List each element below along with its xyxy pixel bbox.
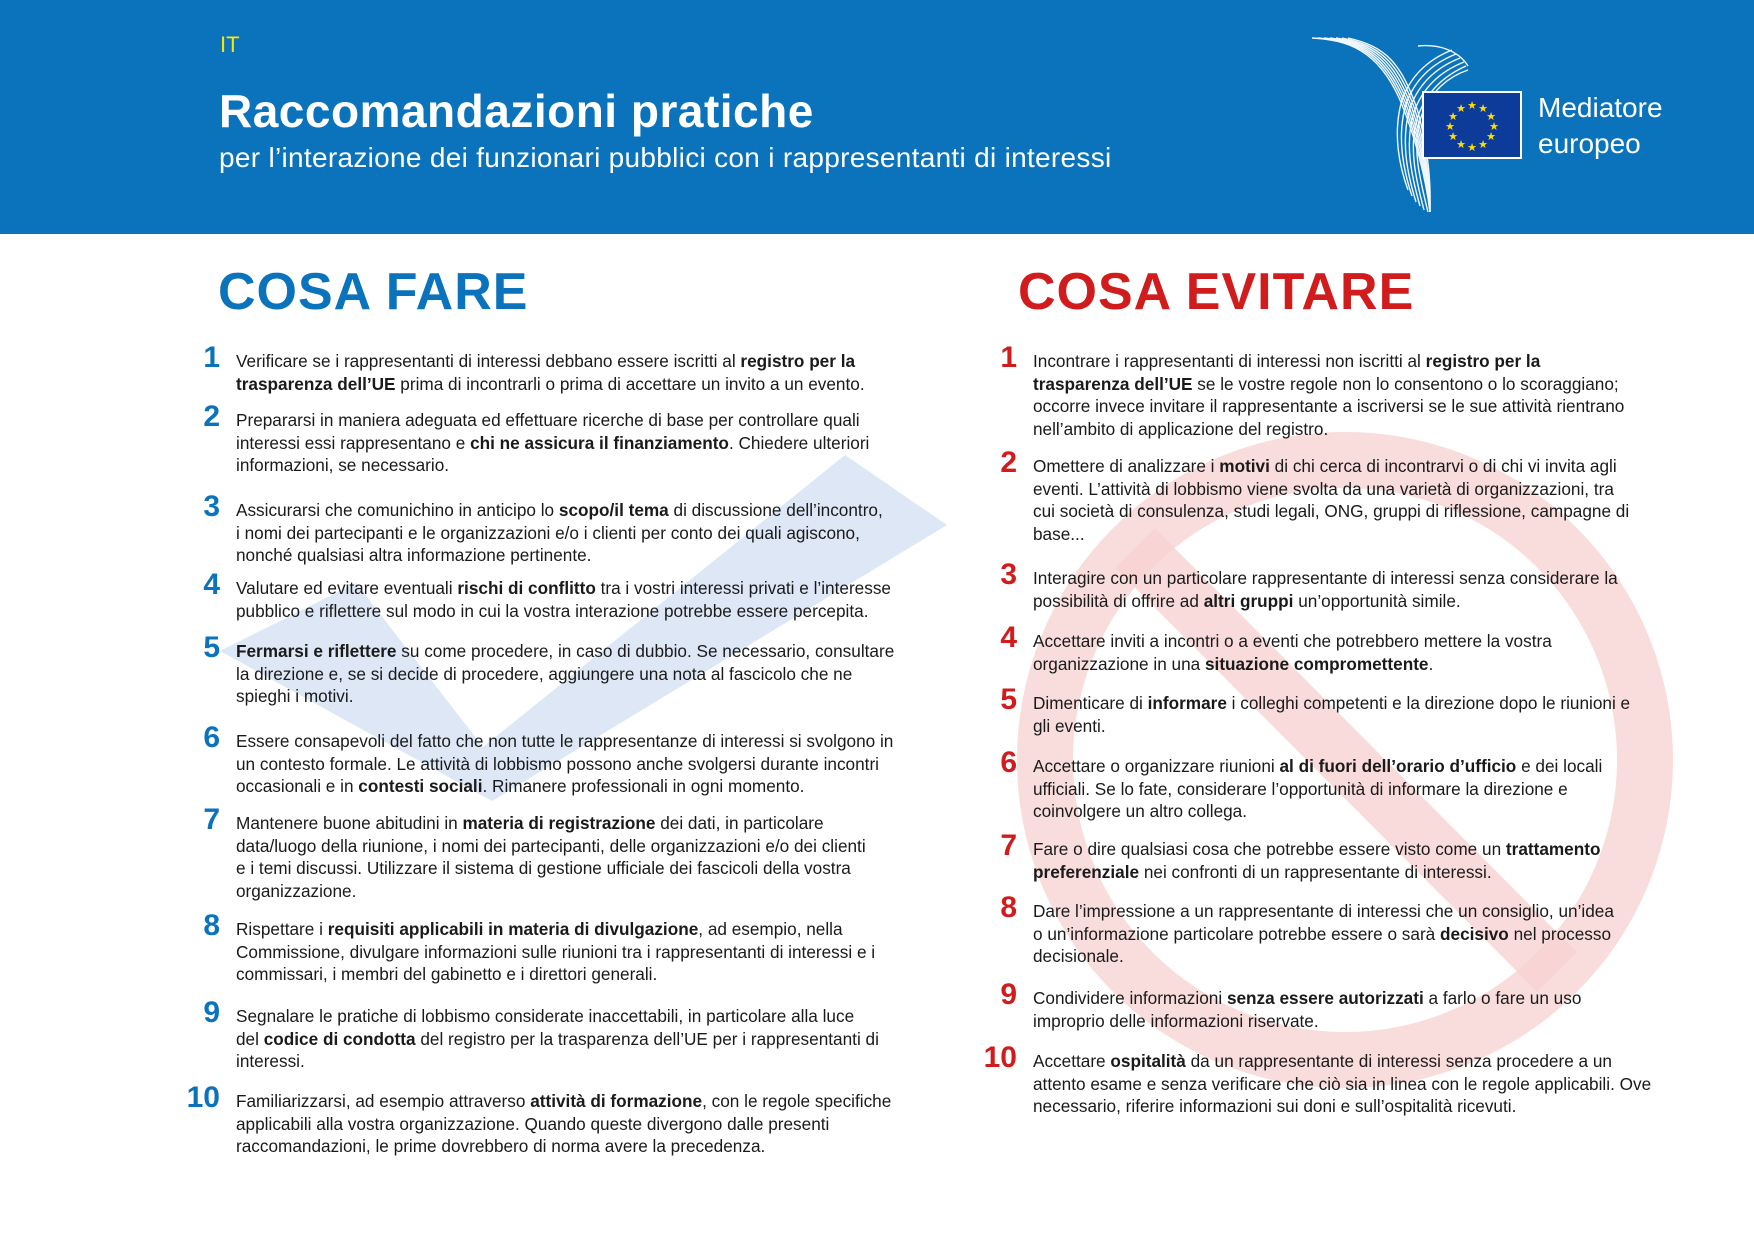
item-text-line bbox=[236, 432, 869, 455]
text-segment: organizzazione. bbox=[236, 880, 357, 901]
text-segment: gli eventi. bbox=[1033, 715, 1106, 736]
item-text-line bbox=[1033, 1010, 1581, 1033]
item-text-line bbox=[236, 1005, 879, 1028]
text-segment: interessi essi rappresentano e bbox=[236, 432, 471, 453]
item-text-line bbox=[236, 812, 866, 835]
item-number: 7 bbox=[203, 803, 220, 836]
emphasis-text: decisivo bbox=[1440, 923, 1509, 944]
text-segment: spieghi i motivi. bbox=[236, 686, 354, 706]
item-number: 10 bbox=[186, 1081, 220, 1114]
text-segment: Assicurarsi che comunichino in anticipo lo bbox=[236, 500, 559, 520]
language-code: IT bbox=[220, 32, 240, 57]
text-segment: dei dati, in particolare bbox=[655, 813, 824, 833]
item-number: 3 bbox=[1000, 558, 1017, 591]
text-segment: del registro per la trasparenza dell’UE per i rappresentanti di bbox=[415, 1028, 879, 1049]
item-text-line bbox=[1033, 1073, 1651, 1096]
text-segment: nel processo bbox=[1508, 923, 1612, 944]
item-number: 4 bbox=[1000, 621, 1017, 654]
text-segment: di chi cerca di incontrarvi o di chi vi invita agli bbox=[1269, 456, 1617, 476]
item-text-line bbox=[1033, 478, 1629, 501]
item-text-line bbox=[1033, 1050, 1651, 1073]
item-text bbox=[236, 640, 894, 708]
item-text-line bbox=[236, 753, 893, 776]
do-item-4 bbox=[176, 568, 891, 622]
item-text bbox=[236, 730, 893, 798]
text-segment: Condividere informazioni bbox=[1033, 988, 1227, 1008]
emphasis-text: codice di condotta bbox=[263, 1028, 416, 1049]
text-segment: . Rimanere professionali in ogni momento. bbox=[482, 776, 805, 796]
text-segment: tra i vostri interessi privati e l’interesse bbox=[595, 578, 891, 598]
item-text bbox=[1033, 350, 1624, 440]
item-text-line bbox=[236, 1113, 891, 1136]
emphasis-text: rischi di conflitto bbox=[457, 578, 596, 598]
item-text-line bbox=[1033, 500, 1629, 523]
item-text-line bbox=[1033, 418, 1624, 441]
item-text bbox=[236, 350, 865, 395]
item-text-line bbox=[1033, 567, 1618, 590]
do-item-2 bbox=[176, 400, 870, 477]
text-segment: raccomandazioni, le prime dovrebbero di norma avere la precedenza. bbox=[236, 1136, 766, 1156]
text-segment: Dare l’impressione a un rappresentante di interessi che un consiglio, un’idea bbox=[1033, 901, 1614, 921]
item-number: 8 bbox=[1000, 891, 1017, 924]
item-text-line bbox=[1033, 653, 1552, 676]
item-text bbox=[1033, 838, 1600, 883]
svg-text:★: ★ bbox=[1467, 99, 1477, 112]
organization-name bbox=[1538, 90, 1663, 162]
item-text-line bbox=[236, 1090, 891, 1113]
text-segment: o un’informazione particolare potrebbe essere o sarà bbox=[1033, 923, 1441, 944]
do-item-5 bbox=[176, 631, 895, 708]
emphasis-text: requisiti applicabili in materia di divulgazione bbox=[327, 919, 699, 939]
emphasis-text: trasparenza dell’UE bbox=[236, 373, 396, 394]
item-text-line bbox=[1033, 945, 1614, 968]
item-text bbox=[1033, 900, 1614, 968]
text-segment: a farlo o fare un uso bbox=[1423, 988, 1582, 1008]
item-text bbox=[1033, 692, 1630, 737]
item-number: 6 bbox=[203, 721, 220, 754]
emphasis-text: scopo/il tema bbox=[558, 500, 669, 520]
item-number: 8 bbox=[203, 909, 220, 942]
emphasis-text: ospitalità bbox=[1110, 1051, 1186, 1071]
item-text-line bbox=[1033, 900, 1614, 923]
text-segment: un’opportunità simile. bbox=[1293, 590, 1461, 611]
item-text-line bbox=[236, 640, 894, 663]
item-text-line bbox=[1033, 800, 1602, 823]
text-segment: cui società di consulenza, studi legali, ONG, gruppi di riflessione, campagne di bbox=[1033, 501, 1630, 521]
item-number: 1 bbox=[203, 341, 220, 374]
item-number: 5 bbox=[203, 631, 220, 664]
item-text bbox=[1033, 755, 1602, 823]
text-segment: data/luogo della riunione, i nomi dei partecipanti, delle organizzazioni e/o dei clienti bbox=[236, 835, 866, 856]
text-segment: di discussione dell’incontro, bbox=[668, 500, 883, 520]
emphasis-text: registro per la bbox=[740, 351, 856, 371]
item-text bbox=[1033, 455, 1629, 545]
svg-text:★: ★ bbox=[1486, 110, 1496, 123]
item-text bbox=[1033, 567, 1618, 612]
emphasis-text: situazione compromettente bbox=[1205, 653, 1429, 674]
text-segment: Incontrare i rappresentanti di interessi non iscritti al bbox=[1033, 351, 1426, 371]
item-text-line bbox=[236, 857, 866, 880]
emphasis-text: trasparenza dell’UE bbox=[1033, 373, 1193, 394]
item-text-line bbox=[236, 963, 875, 986]
emphasis-text: informare bbox=[1147, 693, 1227, 713]
text-segment: nei confronti di un rappresentante di interessi. bbox=[1139, 861, 1492, 882]
text-segment: pubblico e riflettere sul modo in cui la vostra interazione potrebbe essere percepita. bbox=[236, 600, 869, 621]
text-segment: base... bbox=[1033, 523, 1085, 544]
svg-text:★: ★ bbox=[1456, 138, 1466, 151]
text-segment: un contesto formale. Le attività di lobbismo possono anche svolgersi durante incontri bbox=[236, 753, 879, 774]
item-text-line bbox=[236, 685, 894, 708]
dont-item-1 bbox=[973, 341, 1625, 440]
text-segment: , ad esempio, nella bbox=[698, 919, 843, 939]
item-text bbox=[236, 918, 875, 986]
do-section-title: COSA FARE bbox=[218, 263, 529, 321]
item-text-line bbox=[1033, 350, 1624, 373]
text-segment: improprio delle informazioni riservate. bbox=[1033, 1010, 1319, 1031]
item-text-line bbox=[236, 941, 875, 964]
item-number: 1 bbox=[1000, 341, 1017, 374]
text-segment: decisionale. bbox=[1033, 946, 1124, 966]
text-segment: . bbox=[1428, 653, 1434, 674]
emphasis-text: contesti sociali bbox=[358, 776, 483, 796]
svg-text:★: ★ bbox=[1486, 130, 1496, 143]
emphasis-text: altri gruppi bbox=[1203, 590, 1294, 611]
text-segment: nonché qualsiasi altra informazione pertinente. bbox=[236, 545, 592, 565]
item-number: 4 bbox=[203, 568, 220, 601]
item-text-line bbox=[1033, 923, 1614, 946]
text-segment: prima di incontrarli o prima di accettare un invito a un evento. bbox=[395, 373, 865, 394]
do-item-10 bbox=[176, 1081, 892, 1158]
item-text-line bbox=[236, 663, 894, 686]
organization-name-line1: Mediatore bbox=[1538, 92, 1663, 123]
dont-item-10 bbox=[973, 1041, 1652, 1118]
item-text-line bbox=[236, 775, 893, 798]
item-text-line bbox=[1033, 692, 1630, 715]
emphasis-text: al di fuori dell’orario d’ufficio bbox=[1279, 756, 1517, 776]
organization-name-line2: europeo bbox=[1538, 128, 1641, 159]
item-number: 9 bbox=[203, 996, 220, 1029]
text-segment: su come procedere, in caso di dubbio. Se necessario, consultare bbox=[396, 641, 895, 661]
text-segment: possibilità di offrire ad bbox=[1033, 590, 1204, 611]
item-text-line bbox=[236, 499, 883, 522]
do-item-7 bbox=[176, 803, 866, 902]
do-item-6 bbox=[176, 721, 894, 798]
item-number: 2 bbox=[1000, 446, 1017, 479]
item-text-line bbox=[1033, 987, 1581, 1010]
eu-flag-icon bbox=[1422, 91, 1522, 159]
text-segment: da un rappresentante di interessi senza procedere a un bbox=[1185, 1051, 1612, 1071]
text-segment: nell’ambito di applicazione del registro. bbox=[1033, 418, 1329, 439]
emphasis-text: registro per la bbox=[1425, 351, 1541, 371]
text-segment: del bbox=[236, 1028, 264, 1049]
text-segment: Segnalare le pratiche di lobbismo considerate inaccettabili, in particolare alla luce bbox=[236, 1006, 855, 1026]
text-segment: organizzazione in una bbox=[1033, 653, 1205, 674]
text-segment: interessi. bbox=[236, 1051, 305, 1071]
item-text-line bbox=[236, 835, 866, 858]
item-text-line bbox=[236, 1135, 891, 1158]
item-text-line bbox=[236, 577, 891, 600]
item-text-line bbox=[1033, 755, 1602, 778]
text-segment: Accettare o organizzare riunioni bbox=[1033, 756, 1280, 776]
page-title: Raccomandazioni pratiche bbox=[219, 85, 814, 137]
text-segment: Accettare bbox=[1033, 1051, 1111, 1071]
item-text-line bbox=[236, 522, 883, 545]
dont-item-7 bbox=[973, 829, 1601, 883]
item-text-line bbox=[236, 544, 883, 567]
do-item-9 bbox=[176, 996, 879, 1073]
text-segment: Commissione, divulgare informazioni sulle riunioni tra i rappresentanti di interessi e i bbox=[236, 941, 876, 962]
text-segment: ufficiali. Se lo fate, considerare l’opportunità di informare la direzione e bbox=[1033, 778, 1568, 799]
item-text-line bbox=[236, 350, 865, 373]
item-text-line bbox=[1033, 373, 1624, 396]
page-subtitle: per l’interazione dei funzionari pubblici con i rappresentanti di interessi bbox=[219, 142, 1112, 173]
text-segment: occasionali e in bbox=[236, 776, 359, 796]
text-segment: e dei locali bbox=[1516, 756, 1603, 776]
text-segment: Interagire con un particolare rappresentante di interessi senza considerare la bbox=[1033, 568, 1618, 588]
item-text bbox=[1033, 1050, 1651, 1118]
text-segment: applicabili alla vostra organizzazione. Quando queste divergono dalle presenti bbox=[236, 1113, 830, 1134]
dont-item-8 bbox=[973, 891, 1614, 968]
text-segment: i colleghi competenti e la direzione dopo le riunioni e bbox=[1226, 693, 1631, 713]
emphasis-text: trattamento bbox=[1505, 839, 1601, 859]
dont-item-3 bbox=[973, 558, 1618, 612]
dont-item-5 bbox=[973, 683, 1631, 737]
text-segment: necessario, riferire informazioni sui doni e sull’ospitalità ricevuti. bbox=[1033, 1096, 1517, 1116]
text-segment: Familiarizzarsi, ad esempio attraverso bbox=[236, 1091, 531, 1111]
text-segment: Essere consapevoli del fatto che non tutte le rappresentanze di interessi si svolgono in bbox=[236, 731, 894, 751]
text-segment: Fare o dire qualsiasi cosa che potrebbe essere visto come un bbox=[1033, 839, 1506, 859]
text-segment: la direzione e, se si decide di procedere, aggiungere una nota al fascicolo che ne bbox=[236, 663, 853, 684]
item-text-line bbox=[1033, 1095, 1651, 1118]
item-text-line bbox=[1033, 715, 1630, 738]
item-text-line bbox=[1033, 455, 1629, 478]
svg-text:★: ★ bbox=[1445, 120, 1455, 133]
do-item-1 bbox=[176, 341, 865, 395]
svg-text:★: ★ bbox=[1478, 102, 1488, 115]
item-text-line bbox=[1033, 395, 1624, 418]
dont-item-6 bbox=[973, 746, 1603, 823]
text-segment: i nomi dei partecipanti e le organizzazioni e/o i clienti per conto dei quali agiscono, bbox=[236, 522, 860, 543]
text-segment: occorre invece invitare il rappresentante a iscriversi se le sue attività rientrano bbox=[1033, 396, 1625, 416]
text-segment: Omettere di analizzare i bbox=[1033, 456, 1220, 476]
item-number: 3 bbox=[203, 490, 220, 523]
item-number: 10 bbox=[983, 1041, 1017, 1074]
text-segment: informazioni, se necessario. bbox=[236, 455, 450, 475]
item-text bbox=[1033, 630, 1552, 675]
text-segment: Mantenere buone abitudini in bbox=[236, 813, 463, 833]
svg-text:★: ★ bbox=[1489, 120, 1499, 133]
do-item-8 bbox=[176, 909, 876, 986]
item-text bbox=[236, 812, 866, 902]
item-text-line bbox=[236, 918, 875, 941]
item-text-line bbox=[236, 409, 869, 432]
text-segment: coinvolgere un altro collega. bbox=[1033, 801, 1248, 821]
dont-item-4 bbox=[973, 621, 1552, 675]
emphasis-text: chi ne assicura il finanziamento bbox=[470, 432, 729, 453]
text-segment: Dimenticare di bbox=[1033, 693, 1148, 713]
svg-text:★: ★ bbox=[1467, 141, 1477, 154]
svg-text:★: ★ bbox=[1448, 130, 1458, 143]
text-segment: Accettare inviti a incontri o a eventi che potrebbero mettere la vostra bbox=[1033, 631, 1552, 651]
emphasis-text: materia di registrazione bbox=[462, 813, 656, 833]
text-segment: . Chiedere ulteriori bbox=[728, 432, 870, 453]
item-text bbox=[1033, 987, 1581, 1032]
emphasis-text: Fermarsi e riflettere bbox=[236, 641, 397, 661]
item-text bbox=[236, 1090, 891, 1158]
item-text-line bbox=[236, 880, 866, 903]
item-number: 5 bbox=[1000, 683, 1017, 716]
text-segment: eventi. L’attività di lobbismo viene svolta da una varietà di organizzazioni, tra bbox=[1033, 478, 1614, 499]
dont-item-9 bbox=[973, 978, 1582, 1032]
item-text-line bbox=[236, 1050, 879, 1073]
text-segment: , con le regole specifiche bbox=[702, 1091, 892, 1111]
text-segment: se le vostre regole non lo consentono o lo scoraggiano; bbox=[1192, 373, 1619, 394]
text-segment: Prepararsi in maniera adeguata ed effettuare ricerche di base per controllare quali bbox=[236, 410, 860, 430]
emphasis-text: motivi bbox=[1219, 456, 1270, 476]
text-segment: Valutare ed evitare eventuali bbox=[236, 578, 458, 598]
item-text-line bbox=[1033, 838, 1600, 861]
text-segment: Verificare se i rappresentanti di interessi debbano essere iscritti al bbox=[236, 351, 741, 371]
item-number: 9 bbox=[1000, 978, 1017, 1011]
item-text bbox=[236, 499, 883, 567]
emphasis-text: preferenziale bbox=[1033, 861, 1140, 882]
item-text bbox=[236, 577, 891, 622]
text-segment: commissari, i membri del gabinetto e i direttori generali. bbox=[236, 964, 658, 984]
item-text-line bbox=[1033, 861, 1600, 884]
item-text-line bbox=[1033, 778, 1602, 801]
item-text-line bbox=[236, 373, 865, 396]
item-text-line bbox=[236, 454, 869, 477]
emphasis-text: senza essere autorizzati bbox=[1226, 988, 1424, 1008]
item-text-line bbox=[236, 1028, 879, 1051]
item-number: 2 bbox=[203, 400, 220, 433]
dont-section-title: COSA EVITARE bbox=[1018, 263, 1415, 321]
do-item-3 bbox=[176, 490, 883, 567]
item-number: 7 bbox=[1000, 829, 1017, 862]
item-text bbox=[236, 409, 869, 477]
dont-item-2 bbox=[973, 446, 1630, 545]
item-text-line bbox=[1033, 523, 1629, 546]
emphasis-text: attività di formazione bbox=[530, 1091, 703, 1111]
item-text-line bbox=[1033, 590, 1618, 613]
text-segment: e i temi discussi. Utilizzare il sistema di gestione ufficiale dei fascicoli della vostra bbox=[236, 858, 851, 878]
item-text-line bbox=[236, 730, 893, 753]
text-segment: attento esame e senza verificare che ciò sia in linea con le regole applicabili. Ove bbox=[1033, 1073, 1652, 1094]
item-text-line bbox=[236, 600, 891, 623]
svg-text:★: ★ bbox=[1456, 102, 1466, 115]
item-text-line bbox=[1033, 630, 1552, 653]
item-text bbox=[236, 1005, 879, 1073]
text-segment: Rispettare i bbox=[236, 919, 328, 939]
item-number: 6 bbox=[1000, 746, 1017, 779]
header-banner bbox=[0, 0, 1754, 234]
svg-text:★: ★ bbox=[1448, 110, 1458, 123]
svg-text:★: ★ bbox=[1478, 138, 1488, 151]
